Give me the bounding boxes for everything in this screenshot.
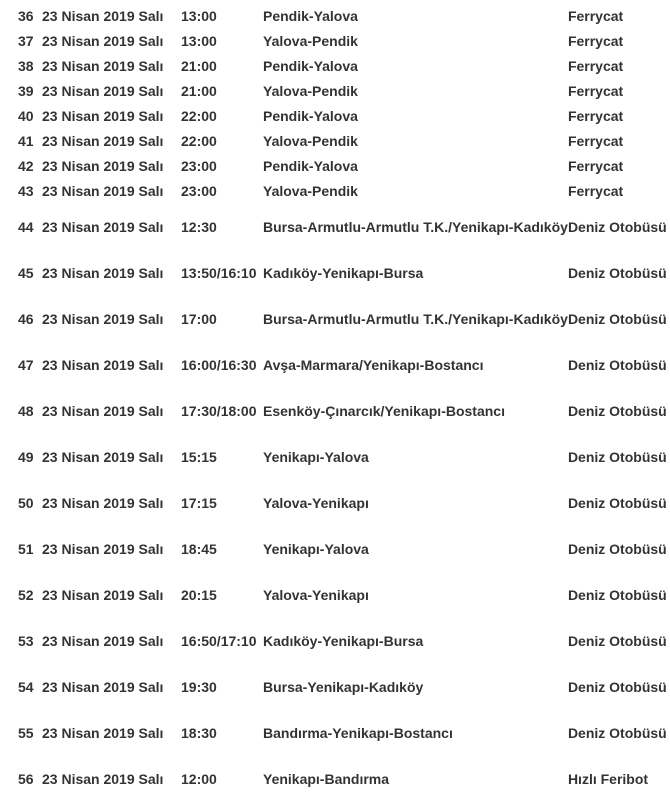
row-date: 23 Nisan 2019 Salı	[42, 183, 164, 199]
row-vessel-type: Hızlı Feribot	[567, 770, 649, 787]
table-row	[18, 342, 667, 388]
row-route: Kadıköy-Yenikapı-Bursa	[263, 264, 424, 281]
row-vessel-type: Ferrycat	[567, 158, 624, 174]
row-date: 23 Nisan 2019 Salı	[42, 356, 164, 373]
row-vessel-type: Ferrycat	[567, 108, 624, 124]
row-date: 23 Nisan 2019 Salı	[42, 494, 164, 511]
row-vessel-type: Deniz Otobüsü	[567, 402, 667, 419]
row-vessel-type: Deniz Otobüsü	[567, 356, 667, 373]
row-number: 54	[18, 678, 34, 695]
row-time: 12:00	[181, 770, 217, 787]
row-route: Pendik-Yalova	[263, 108, 358, 124]
row-number: 44	[18, 218, 34, 235]
row-date: 23 Nisan 2019 Salı	[42, 218, 164, 235]
row-vessel-type: Ferrycat	[567, 33, 624, 49]
row-date: 23 Nisan 2019 Salı	[42, 8, 164, 24]
row-time: 23:00	[181, 183, 217, 199]
ferry-schedule-table	[18, 4, 667, 802]
row-time: 23:00	[181, 158, 217, 174]
row-vessel-type: Ferrycat	[567, 133, 624, 149]
row-time: 22:00	[181, 133, 217, 149]
row-time: 21:00	[181, 83, 217, 99]
table-row	[18, 54, 667, 79]
row-date: 23 Nisan 2019 Salı	[42, 632, 164, 649]
row-date: 23 Nisan 2019 Salı	[42, 448, 164, 465]
row-number: 49	[18, 448, 34, 465]
row-time: 22:00	[181, 108, 217, 124]
row-vessel-type: Deniz Otobüsü	[567, 724, 667, 741]
row-date: 23 Nisan 2019 Salı	[42, 678, 164, 695]
row-vessel-type: Deniz Otobüsü	[567, 632, 667, 649]
row-number: 56	[18, 770, 34, 787]
row-number: 50	[18, 494, 34, 511]
row-time: 13:00	[181, 8, 217, 24]
row-time: 12:30	[181, 218, 217, 235]
row-vessel-type: Ferrycat	[567, 183, 624, 199]
row-route: Yenikapı-Yalova	[263, 448, 369, 465]
row-date: 23 Nisan 2019 Salı	[42, 83, 164, 99]
row-date: 23 Nisan 2019 Salı	[42, 586, 164, 603]
row-time: 18:30	[181, 724, 217, 741]
row-vessel-type: Deniz Otobüsü	[567, 586, 667, 603]
row-time: 15:15	[181, 448, 217, 465]
row-route: Pendik-Yalova	[263, 8, 358, 24]
row-route: Yalova-Pendik	[263, 183, 358, 199]
row-time: 20:15	[181, 586, 217, 603]
row-date: 23 Nisan 2019 Salı	[42, 158, 164, 174]
table-row	[18, 104, 667, 129]
table-row	[18, 154, 667, 179]
row-time: 13:50/16:10	[181, 264, 257, 281]
row-route: Bandırma-Yenikapı-Bostancı	[263, 724, 453, 741]
table-row	[18, 29, 667, 54]
table-row	[18, 526, 667, 572]
table-row	[18, 204, 667, 250]
row-date: 23 Nisan 2019 Salı	[42, 770, 164, 787]
row-route: Yalova-Yenikapı	[263, 586, 369, 603]
row-number: 51	[18, 540, 34, 557]
row-time: 19:30	[181, 678, 217, 695]
row-vessel-type: Deniz Otobüsü	[567, 540, 667, 557]
row-vessel-type: Deniz Otobüsü	[567, 494, 667, 511]
row-time: 18:45	[181, 540, 217, 557]
row-number: 52	[18, 586, 34, 603]
row-number: 46	[18, 310, 34, 327]
row-route: Kadıköy-Yenikapı-Bursa	[263, 632, 424, 649]
row-route: Yalova-Pendik	[263, 33, 358, 49]
row-time: 16:50/17:10	[181, 632, 257, 649]
table-row	[18, 572, 667, 618]
row-number: 39	[18, 83, 34, 99]
table-row	[18, 179, 667, 204]
row-date: 23 Nisan 2019 Salı	[42, 540, 164, 557]
row-route: Yenikapı-Yalova	[263, 540, 369, 557]
row-vessel-type: Ferrycat	[567, 58, 624, 74]
table-row	[18, 664, 667, 710]
row-route: Yalova-Yenikapı	[263, 494, 369, 511]
row-time: 17:00	[181, 310, 217, 327]
row-number: 48	[18, 402, 34, 419]
row-vessel-type: Deniz Otobüsü	[567, 678, 667, 695]
table-row	[18, 296, 667, 342]
row-vessel-type: Deniz Otobüsü	[567, 264, 667, 281]
table-row	[18, 4, 667, 29]
table-row	[18, 710, 667, 756]
row-time: 17:30/18:00	[181, 402, 257, 419]
row-number: 45	[18, 264, 34, 281]
table-row	[18, 480, 667, 526]
row-number: 36	[18, 8, 34, 24]
row-time: 16:00/16:30	[181, 356, 257, 373]
table-row	[18, 434, 667, 480]
row-vessel-type: Ferrycat	[567, 8, 624, 24]
row-number: 47	[18, 356, 34, 373]
row-vessel-type: Ferrycat	[567, 83, 624, 99]
row-route: Yalova-Pendik	[263, 133, 358, 149]
row-number: 53	[18, 632, 34, 649]
row-number: 42	[18, 158, 34, 174]
table-row	[18, 250, 667, 296]
row-number: 41	[18, 133, 34, 149]
table-row	[18, 388, 667, 434]
row-time: 21:00	[181, 58, 217, 74]
row-route: Yenikapı-Bandırma	[263, 770, 390, 787]
table-row	[18, 756, 667, 802]
row-date: 23 Nisan 2019 Salı	[42, 310, 164, 327]
row-route: Bursa-Armutlu-Armutlu T.K./Yenikapı-Kadıköy	[263, 218, 568, 235]
row-vessel-type: Deniz Otobüsü	[567, 218, 667, 235]
table-row	[18, 129, 667, 154]
row-route: Bursa-Armutlu-Armutlu T.K./Yenikapı-Kadıköy	[263, 310, 568, 327]
row-date: 23 Nisan 2019 Salı	[42, 264, 164, 281]
row-number: 40	[18, 108, 34, 124]
row-date: 23 Nisan 2019 Salı	[42, 108, 164, 124]
row-number: 38	[18, 58, 34, 74]
row-route: Pendik-Yalova	[263, 58, 358, 74]
row-route: Avşa-Marmara/Yenikapı-Bostancı	[263, 356, 484, 373]
table-row	[18, 79, 667, 104]
row-number: 37	[18, 33, 34, 49]
row-date: 23 Nisan 2019 Salı	[42, 402, 164, 419]
row-route: Bursa-Yenikapı-Kadıköy	[263, 678, 424, 695]
table-row	[18, 618, 667, 664]
row-date: 23 Nisan 2019 Salı	[42, 33, 164, 49]
row-time: 13:00	[181, 33, 217, 49]
row-date: 23 Nisan 2019 Salı	[42, 724, 164, 741]
row-vessel-type: Deniz Otobüsü	[567, 448, 667, 465]
row-date: 23 Nisan 2019 Salı	[42, 133, 164, 149]
row-time: 17:15	[181, 494, 217, 511]
row-route: Yalova-Pendik	[263, 83, 358, 99]
row-date: 23 Nisan 2019 Salı	[42, 58, 164, 74]
schedule-body	[18, 4, 667, 802]
row-route: Esenköy-Çınarcık/Yenikapı-Bostancı	[263, 402, 505, 419]
row-number: 55	[18, 724, 34, 741]
row-route: Pendik-Yalova	[263, 158, 358, 174]
row-number: 43	[18, 183, 34, 199]
row-vessel-type: Deniz Otobüsü	[567, 310, 667, 327]
